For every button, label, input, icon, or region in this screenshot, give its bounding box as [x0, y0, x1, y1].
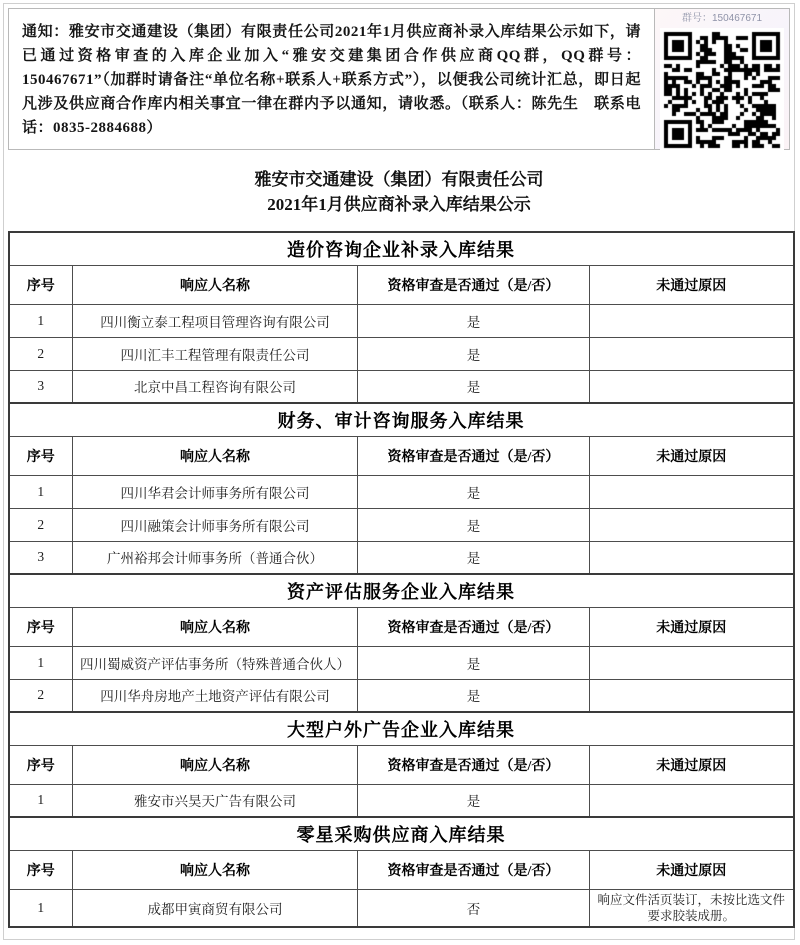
qq-group-qr-code-image: [660, 28, 784, 152]
table-row: [9, 337, 794, 370]
table-row: [9, 541, 794, 574]
qualification-passed: 否: [358, 889, 590, 927]
fail-reason: [590, 784, 794, 817]
column-header: 序号: [9, 745, 73, 784]
table-row: [9, 508, 794, 541]
column-header: 序号: [9, 436, 73, 475]
column-header: 响应人名称: [73, 850, 358, 889]
page-title-line-1: 雅安市交通建设（集团）有限责任公司: [254, 170, 544, 189]
column-header: 未通过原因: [590, 745, 794, 784]
section-header-row: [9, 403, 794, 436]
column-header: 资格审查是否通过（是/否）: [358, 745, 590, 784]
table-row: [9, 889, 794, 927]
qualification-passed: 是: [358, 475, 590, 508]
column-header: 资格审查是否通过（是/否）: [358, 607, 590, 646]
column-header: 序号: [9, 607, 73, 646]
row-number: 1: [9, 889, 73, 927]
section-header-row: [9, 232, 794, 265]
fail-reason: [590, 304, 794, 337]
qualification-passed: 是: [358, 370, 590, 403]
supplier-name: 北京中昌工程咨询有限公司: [73, 370, 358, 403]
column-header: 资格审查是否通过（是/否）: [358, 850, 590, 889]
supplier-name: 成都甲寅商贸有限公司: [73, 889, 358, 927]
supplier-name: 雅安市兴昊天广告有限公司: [73, 784, 358, 817]
page-title: [4, 154, 794, 231]
fail-reason: [590, 337, 794, 370]
supplier-results-table: [8, 231, 795, 928]
qr-panel: [655, 8, 790, 150]
column-header: 未通过原因: [590, 850, 794, 889]
qq-group-number-label: 群号：150467671: [681, 13, 763, 24]
section-header-row: [9, 817, 794, 850]
column-header: 资格审查是否通过（是/否）: [358, 265, 590, 304]
column-header: 未通过原因: [590, 265, 794, 304]
row-number: 3: [9, 370, 73, 403]
table-row: [9, 304, 794, 337]
column-header: 响应人名称: [73, 436, 358, 475]
fail-reason: [590, 508, 794, 541]
table-row: [9, 646, 794, 679]
fail-reason: 响应文件活页装订，未按比选文件要求胶装成册。: [590, 889, 794, 927]
supplier-name: 广州裕邦会计师事务所（普通合伙）: [73, 541, 358, 574]
table-row: [9, 679, 794, 712]
row-number: 1: [9, 475, 73, 508]
section-title: 大型户外广告企业入库结果: [9, 712, 794, 745]
column-header: 未通过原因: [590, 436, 794, 475]
column-header: 序号: [9, 850, 73, 889]
supplier-name: 四川汇丰工程管理有限责任公司: [73, 337, 358, 370]
qualification-passed: 是: [358, 508, 590, 541]
column-header-row: [9, 607, 794, 646]
fail-reason: [590, 646, 794, 679]
row-number: 1: [9, 784, 73, 817]
row-number: 2: [9, 679, 73, 712]
row-number: 2: [9, 508, 73, 541]
row-number: 3: [9, 541, 73, 574]
notice-text: 通知：雅安市交通建设（集团）有限责任公司2021年1月供应商补录入库结果公示如下，请已通过资格审查的入库企业加入“雅安交建集团合作供应商QQ群，QQ群号：150467671”（加群时请备注“单位名称+联系人+联系方式”），以便我公司统计汇总，即日起凡涉及供应商合作库内相关事宜一律在群内予以通知，请收悉。（联系人：陈先生 联系电话：0835-2884688）: [8, 8, 655, 150]
section-title: 零星采购供应商入库结果: [9, 817, 794, 850]
table-row: [9, 475, 794, 508]
qualification-passed: 是: [358, 337, 590, 370]
table-row: [9, 784, 794, 817]
section-header-row: [9, 574, 794, 607]
qualification-passed: 是: [358, 784, 590, 817]
supplier-name: 四川蜀威资产评估事务所（特殊普通合伙人）: [73, 646, 358, 679]
qualification-passed: 是: [358, 646, 590, 679]
section-title: 财务、审计咨询服务入库结果: [9, 403, 794, 436]
column-header: 响应人名称: [73, 607, 358, 646]
qualification-passed: 是: [358, 541, 590, 574]
supplier-name: 四川融策会计师事务所有限公司: [73, 508, 358, 541]
row-number: 1: [9, 304, 73, 337]
column-header-row: [9, 745, 794, 784]
fail-reason: [590, 679, 794, 712]
row-number: 1: [9, 646, 73, 679]
section-title: 造价咨询企业补录入库结果: [9, 232, 794, 265]
column-header: 未通过原因: [590, 607, 794, 646]
supplier-name: 四川衡立泰工程项目管理咨询有限公司: [73, 304, 358, 337]
fail-reason: [590, 370, 794, 403]
page-title-line-2: 2021年1月供应商补录入库结果公示: [267, 195, 531, 214]
supplier-name: 四川华君会计师事务所有限公司: [73, 475, 358, 508]
row-number: 2: [9, 337, 73, 370]
column-header: 资格审查是否通过（是/否）: [358, 436, 590, 475]
column-header-row: [9, 265, 794, 304]
fail-reason: [590, 541, 794, 574]
column-header: 序号: [9, 265, 73, 304]
column-header: 响应人名称: [73, 265, 358, 304]
column-header-row: [9, 436, 794, 475]
fail-reason: [590, 475, 794, 508]
qualification-passed: 是: [358, 679, 590, 712]
table-row: [9, 370, 794, 403]
notice-panel: [8, 8, 790, 150]
column-header-row: [9, 850, 794, 889]
section-header-row: [9, 712, 794, 745]
section-title: 资产评估服务企业入库结果: [9, 574, 794, 607]
supplier-name: 四川华舟房地产土地资产评估有限公司: [73, 679, 358, 712]
qualification-passed: 是: [358, 304, 590, 337]
column-header: 响应人名称: [73, 745, 358, 784]
notice-document: [3, 3, 795, 940]
